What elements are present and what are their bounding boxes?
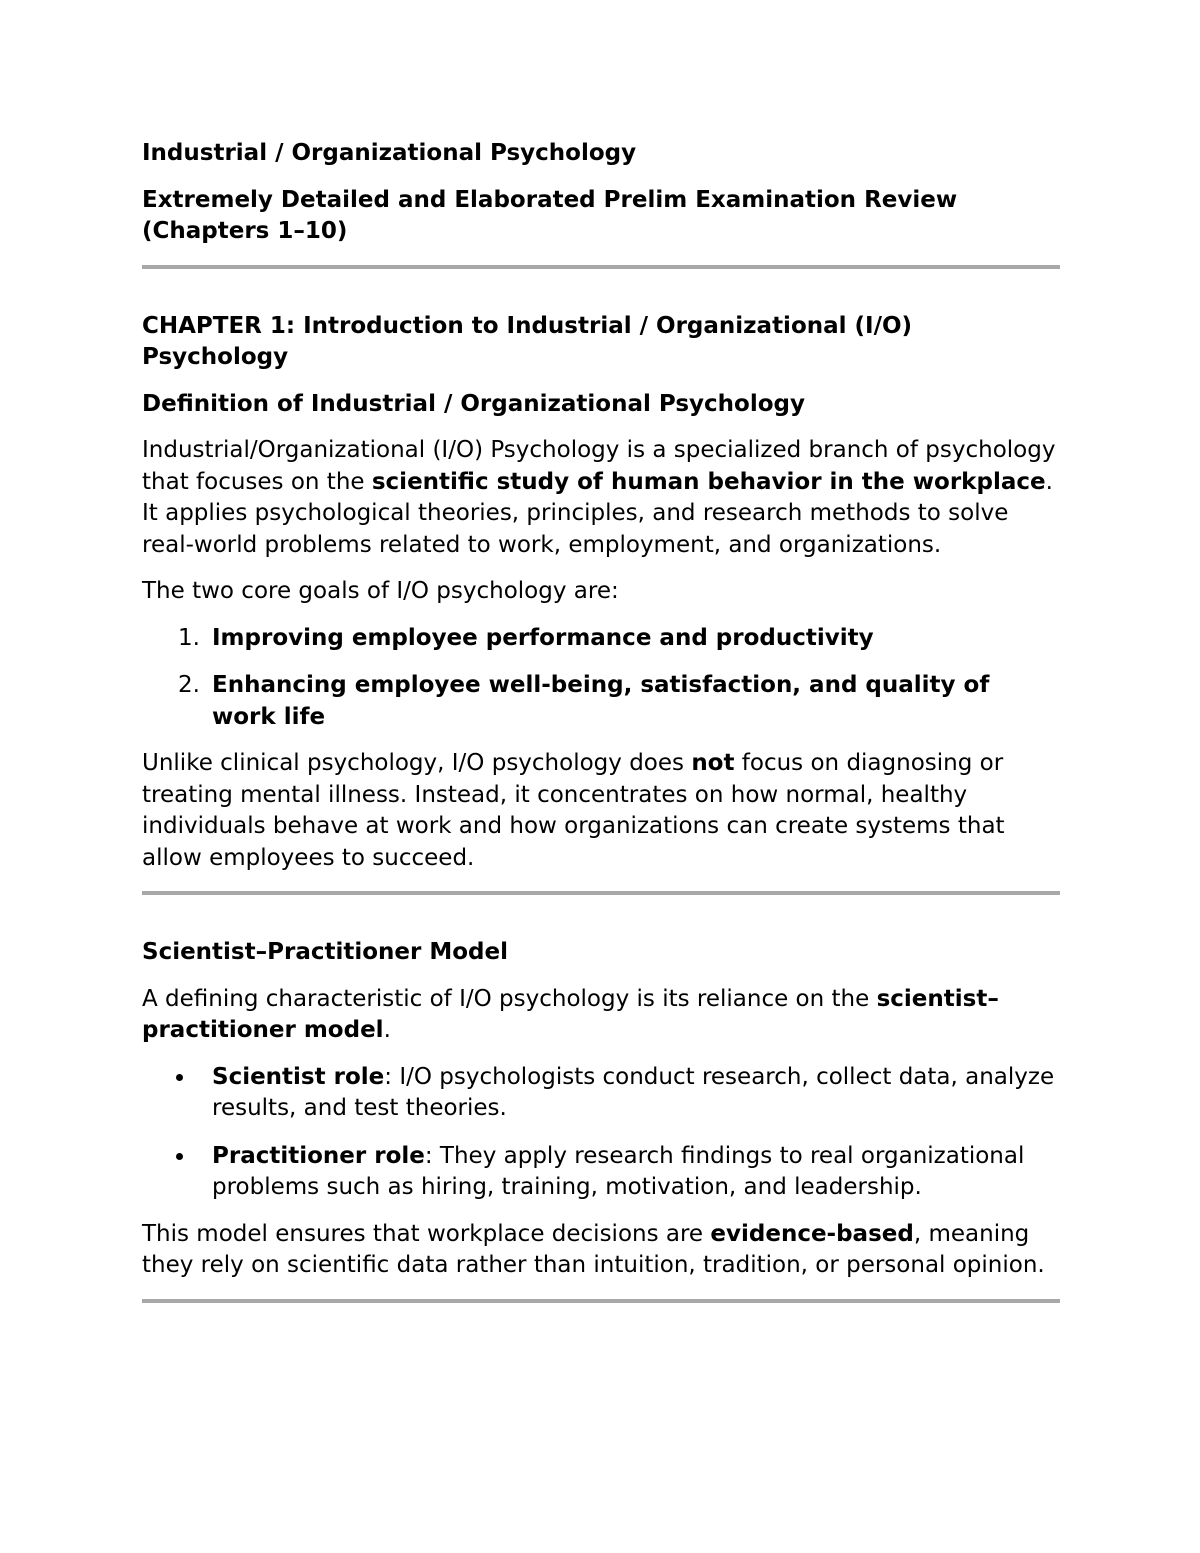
definition-text-b: . It applies psychological theories, principles, and research methods to solve real-world problems related to work, employment, and organizations.	[142, 468, 1053, 558]
contrast-text-bold: not	[691, 750, 735, 776]
definition-text-bold: scientific study of human behavior in the workplace	[371, 468, 1046, 495]
definition-text-a: Industrial/Organizational (I/O) Psychology is a specialized branch of psychology that focuses on the	[142, 437, 1056, 495]
list-number: 2.	[178, 672, 200, 698]
definition-paragraph	[142, 435, 1060, 561]
evidence-text-bold: evidence-based	[710, 1220, 914, 1247]
list-item	[142, 670, 1060, 733]
role-text: : They apply research findings to real organizational problems such as hiring, training, motivation, and leadership.	[212, 1142, 1025, 1200]
model-text-bold: scientist–practitioner model	[142, 985, 999, 1043]
bullet-icon	[176, 1074, 183, 1081]
model-text-a: A defining characteristic of I/O psychology is its reliance on the	[142, 985, 877, 1012]
goal-text: Enhancing employee well-being, satisfaction, and quality of work life	[212, 672, 990, 730]
list-number: 1.	[178, 624, 200, 651]
horizontal-rule	[142, 265, 1060, 269]
list-item	[142, 1141, 1060, 1204]
model-text-b: .	[383, 1017, 391, 1043]
document-subtitle: Extremely Detailed and Elaborated Prelim Examination Review (Chapters 1–10)	[142, 186, 958, 244]
evidence-text-b: , meaning they rely on scientific data rather than intuition, tradition, or personal opinion.	[142, 1220, 1045, 1278]
role-text: : I/O psychologists conduct research, collect data, analyze results, and test theories.	[212, 1063, 1055, 1121]
document-page	[142, 138, 1060, 1303]
goals-intro: The two core goals of I/O psychology are:	[142, 578, 619, 604]
model-paragraph	[142, 984, 1060, 1047]
chapter-heading: CHAPTER 1: Introduction to Industrial / Organizational (I/O) Psychology	[142, 312, 913, 370]
definition-heading: Definition of Industrial / Organizational Psychology	[142, 390, 805, 417]
clinical-contrast-paragraph	[142, 748, 1060, 874]
list-item	[142, 1062, 1060, 1125]
evidence-paragraph	[142, 1219, 1060, 1282]
bullet-icon	[176, 1153, 183, 1160]
horizontal-rule	[142, 891, 1060, 895]
goal-text: Improving employee performance and productivity	[212, 624, 874, 651]
contrast-text-a: Unlike clinical psychology, I/O psychology does	[142, 750, 692, 776]
role-label: Practitioner role	[212, 1142, 425, 1169]
contrast-text-b: focus on diagnosing or treating mental illness. Instead, it concentrates on how normal, healthy individuals behave at work and how organizations can create systems that allow employees to succeed.	[142, 750, 1005, 871]
role-label: Scientist role	[212, 1063, 385, 1090]
roles-list	[142, 1062, 1060, 1204]
list-item	[142, 623, 1060, 655]
evidence-text-a: This model ensures that workplace decisions are	[142, 1220, 711, 1247]
model-heading: Scientist–Practitioner Model	[142, 939, 508, 965]
goals-list	[142, 623, 1060, 734]
document-title: Industrial / Organizational Psychology	[142, 140, 637, 166]
horizontal-rule	[142, 1299, 1060, 1303]
